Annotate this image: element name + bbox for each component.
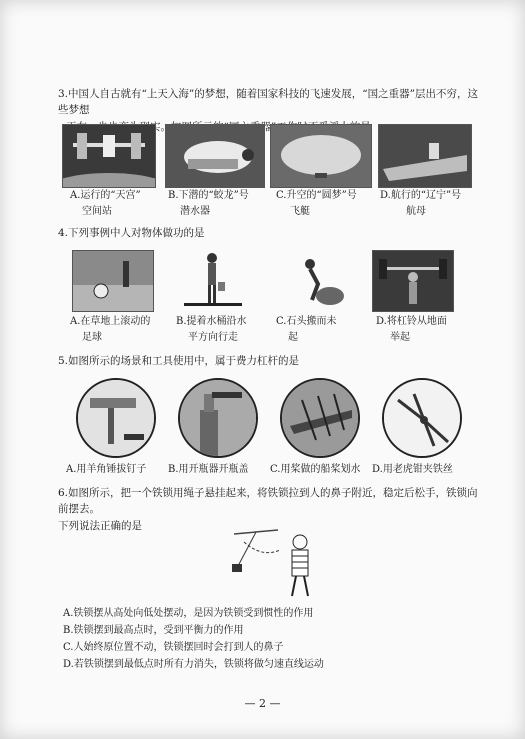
option-4a[interactable]: A.在草地上滚动的 足球	[70, 316, 151, 343]
option-3b[interactable]: B.下潜的“蛟龙”号 潜水器	[168, 190, 249, 217]
pliers-image	[382, 378, 462, 458]
question-3-line1: 3.中国人自古就有“上天入海”的梦想，随着国家科技的飞速发展，“国之重器”层出不穷，这些梦想	[58, 88, 478, 117]
option-5c[interactable]: C.用桨做的船桨划水	[270, 464, 361, 475]
option-6d[interactable]: D.若铁锁摆到最低点时所有力消失，铁锁将做匀速直线运动	[63, 659, 324, 670]
page-number: — 2 —	[244, 697, 281, 710]
option-4b[interactable]: B.提着水桶沿水 平方向行走	[176, 316, 247, 343]
weightlifting-image	[372, 250, 454, 312]
question-5-stem: 5.如图所示的场景和工具使用中，属于费力杠杆的是	[58, 355, 300, 367]
pendulum-lock-image	[226, 528, 326, 600]
rowing-boat-image	[280, 378, 360, 458]
question-6	[58, 485, 478, 534]
carrying-bucket-image	[182, 250, 244, 310]
claw-hammer-image	[76, 378, 156, 458]
space-station-image	[62, 124, 156, 188]
option-3c[interactable]: C.升空的“圆梦”号 飞艇	[276, 190, 357, 217]
option-3a[interactable]: A.运行的“天宫” 空间站	[70, 190, 141, 217]
option-3d[interactable]: D.航行的“辽宁”号 航母	[380, 190, 462, 217]
option-5b[interactable]: B.用开瓶器开瓶盖	[168, 464, 249, 475]
option-4d[interactable]: D.将杠铃从地面 举起	[376, 316, 447, 343]
rolling-football-image	[72, 250, 154, 312]
option-6a[interactable]: A.铁锁摆从高处向低处摆动，是因为铁锁受到惯性的作用	[63, 608, 314, 619]
option-6c[interactable]: C.人始终原位置不动，铁锁摆回时会打到人的鼻子	[63, 642, 284, 653]
question-6-line2: 下列说法正确的是	[58, 519, 142, 532]
option-5d[interactable]: D.用老虎钳夹铁丝	[372, 464, 453, 475]
question-6-line1: 6.如图所示，把一个铁锁用绳子悬挂起来，将铁锁拉到人的鼻子附近，稳定后松手，铁锁向前摆去。	[58, 487, 478, 516]
option-6b[interactable]: B.铁锁摆到最高点时，受到平衡力的作用	[63, 625, 244, 636]
question-4	[58, 225, 205, 241]
bottle-opener-image	[178, 378, 258, 458]
question-4-stem: 4.下列事例中人对物体做功的是	[58, 227, 205, 239]
pushing-stone-image	[290, 250, 350, 310]
submersible-image	[165, 124, 265, 188]
option-5a[interactable]: A.用羊角锤拔钉子	[66, 464, 147, 475]
airship-image	[270, 124, 372, 188]
aircraft-carrier-image	[378, 124, 472, 188]
option-4c[interactable]: C.石头搬而未 起	[276, 316, 337, 343]
question-5	[58, 353, 299, 369]
